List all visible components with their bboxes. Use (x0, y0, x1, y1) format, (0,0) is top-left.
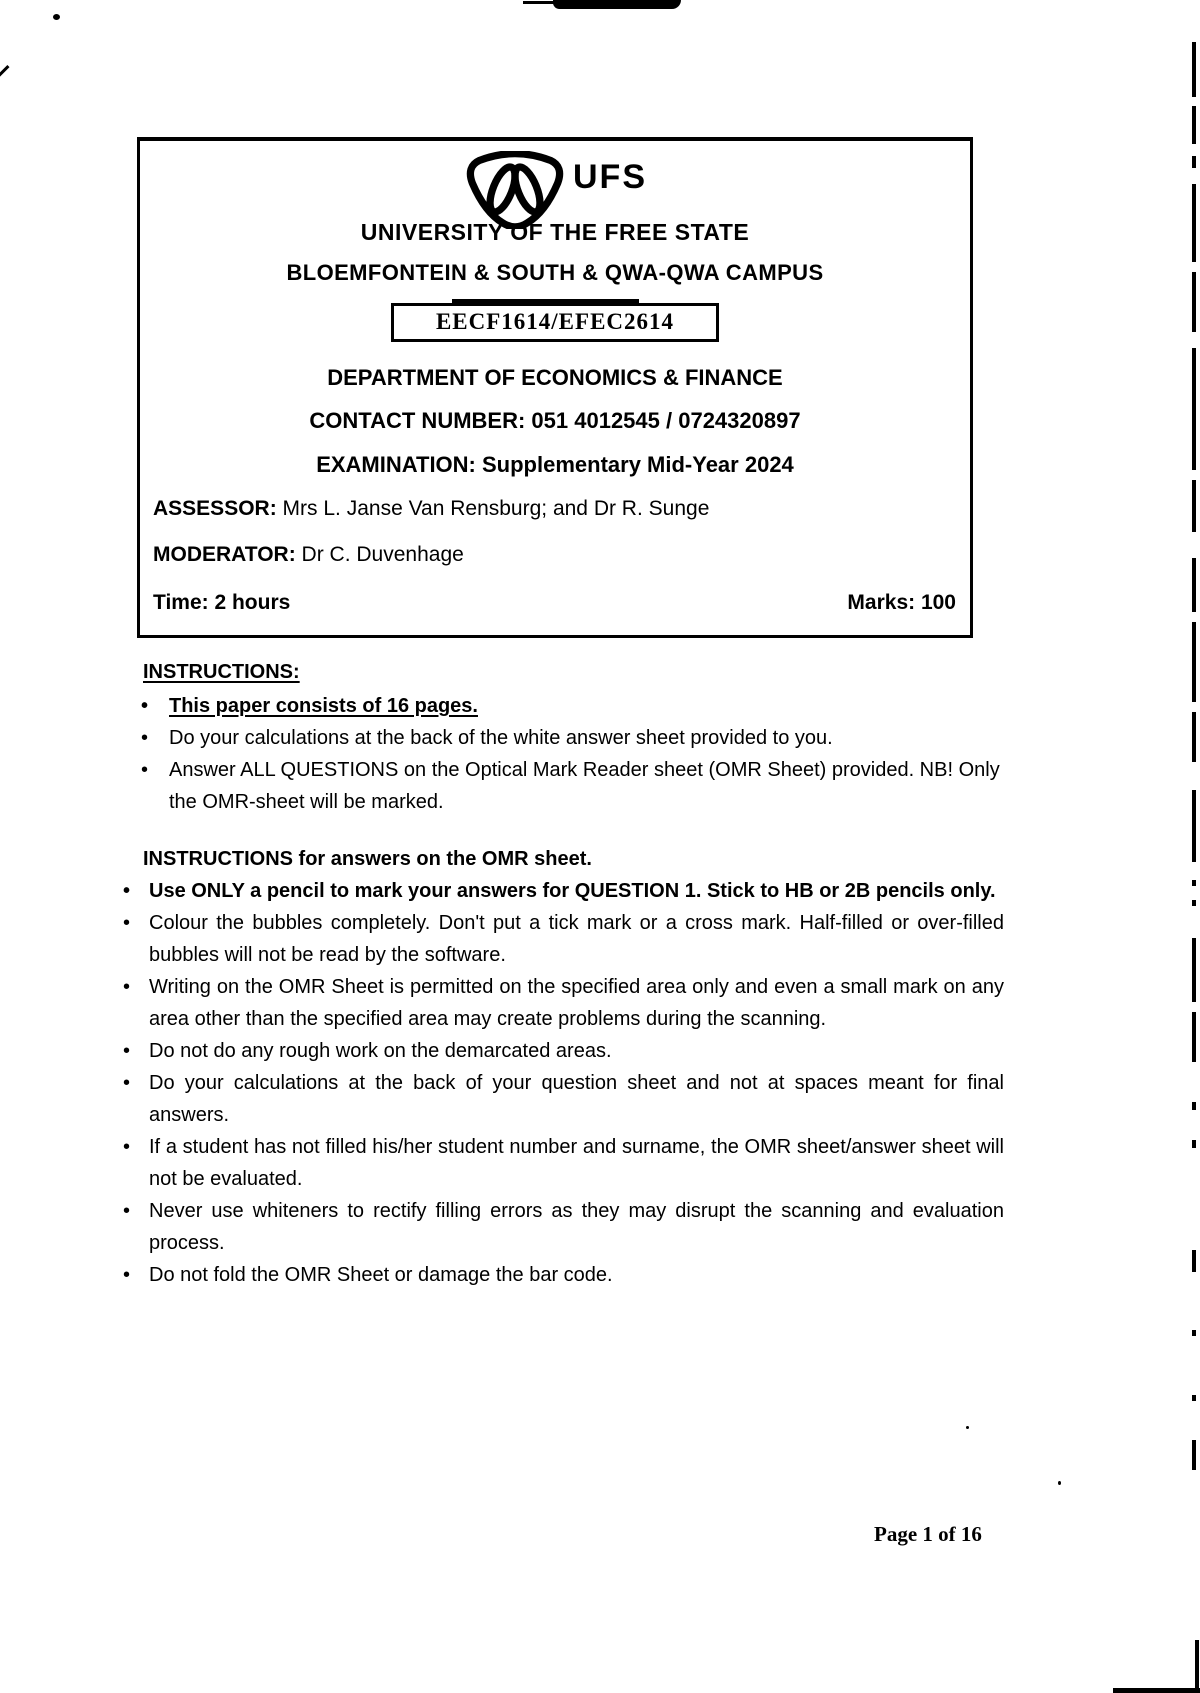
course-code-container (140, 303, 970, 342)
scan-artifact-slash (0, 65, 10, 77)
scan-artifact-dot (1058, 1481, 1061, 1485)
scan-artifact-right-edge (1192, 272, 1196, 332)
scan-artifact-right-edge (1192, 1250, 1196, 1272)
moderator-row (140, 543, 970, 567)
bullet-icon: • (123, 1200, 131, 1222)
ufs-logo-icon (463, 151, 567, 229)
moderator-value: Dr C. Duvenhage (295, 543, 464, 566)
exam-header-box (137, 137, 973, 638)
contact-number: CONTACT NUMBER: 051 4012545 / 0724320897 (309, 408, 801, 433)
scan-artifact-right-edge (1192, 938, 1196, 1002)
list-item: • If a student has not filled his/her student number and surname, the OMR sheet/answer sheet will not be evaluated. (120, 1131, 1004, 1195)
scan-artifact-right-edge (1192, 1440, 1196, 1470)
ufs-logo (140, 151, 970, 229)
scan-artifact-right-edge (1192, 558, 1196, 612)
omr-instructions-heading: INSTRUCTIONS for answers on the OMR sheet. (143, 848, 592, 870)
bullet-icon: • (123, 1264, 131, 1286)
list-item: • Do not do any rough work on the demarcated areas. (120, 1035, 1004, 1067)
scan-artifact-right-edge (1192, 1330, 1196, 1336)
bullet-icon: • (123, 976, 131, 998)
scan-artifact-right-edge (1192, 156, 1196, 168)
scan-artifact-top-smudge-tail (523, 1, 557, 4)
assessor-row (140, 497, 970, 521)
list-item: • Colour the bubbles completely. Don't put a tick mark or a cross mark. Half-filled or over-filled bubbles will not be read by the software. (120, 907, 1004, 971)
list-item: • This paper consists of 16 pages. (120, 690, 1004, 722)
scan-artifact-top-smudge (553, 0, 681, 9)
assessor-label: ASSESSOR: (153, 497, 277, 520)
scan-artifact-right-edge (1192, 1102, 1196, 1110)
scan-artifact-right-edge (1192, 790, 1196, 862)
scan-artifact-bottom-corner (1113, 1688, 1200, 1693)
list-item: • Do not fold the OMR Sheet or damage the bar code. (120, 1259, 1004, 1291)
time-value: Time: 2 hours (153, 591, 291, 614)
scan-artifact-dot (53, 14, 60, 20)
scan-artifact-right-edge (1192, 480, 1196, 532)
scan-artifact-right-edge (1195, 1640, 1199, 1693)
assessor-value: Mrs L. Janse Van Rensburg; and Dr R. Sunge (276, 497, 710, 520)
scan-artifact-right-edge (1192, 880, 1196, 886)
bullet-icon: • (123, 1072, 131, 1094)
instructions-section (120, 656, 1004, 1291)
scan-artifact-right-edge (1192, 1395, 1196, 1401)
scan-artifact-dot (966, 1426, 969, 1429)
marks-value: Marks: 100 (847, 591, 956, 614)
course-code-box: EECF1614/EFEC2614 (391, 303, 719, 342)
bullet-icon: • (141, 727, 149, 749)
instructions-list (120, 690, 1004, 818)
scan-artifact-right-edge (1192, 106, 1196, 144)
bullet-icon: • (141, 759, 149, 781)
list-item: • Do your calculations at the back of the white answer sheet provided to you. (120, 722, 1004, 754)
bullet-icon: • (123, 912, 131, 934)
scan-artifact-right-edge (1192, 622, 1196, 702)
scan-artifact-right-edge (1192, 348, 1196, 470)
list-item: • Writing on the OMR Sheet is permitted on the specified area only and even a small mark on any area other than the specified area may create problems during the scanning. (120, 971, 1004, 1035)
time-marks-row (140, 591, 970, 615)
department-name: DEPARTMENT OF ECONOMICS & FINANCE (327, 365, 783, 390)
bullet-icon: • (123, 1040, 131, 1062)
scan-artifact-right-edge (1192, 42, 1196, 97)
scan-artifact-right-edge (1192, 712, 1196, 762)
scan-artifact-right-edge (1192, 1140, 1196, 1148)
bullet-icon: • (123, 880, 131, 902)
list-item: • Answer ALL QUESTIONS on the Optical Mark Reader sheet (OMR Sheet) provided. NB! Only the OMR-sheet will be marked. (120, 754, 1004, 818)
examination-title: EXAMINATION: Supplementary Mid-Year 2024 (316, 452, 794, 477)
moderator-label: MODERATOR: (153, 543, 296, 566)
bullet-icon: • (123, 1136, 131, 1158)
university-name: UNIVERSITY OF THE FREE STATE (360, 219, 750, 245)
ufs-logo-text: UFS (573, 158, 647, 196)
bullet-icon: • (141, 695, 149, 717)
scan-artifact-right-edge (1192, 1012, 1196, 1062)
list-item: • Do your calculations at the back of your question sheet and not at spaces meant for final answers. (120, 1067, 1004, 1131)
list-item: • Use ONLY a pencil to mark your answers for QUESTION 1. Stick to HB or 2B pencils only. (120, 875, 1004, 907)
instructions-heading: INSTRUCTIONS: (143, 661, 300, 683)
list-item: • Never use whiteners to rectify filling errors as they may disrupt the scanning and evaluation process. (120, 1195, 1004, 1259)
scan-artifact-right-edge (1192, 900, 1196, 906)
campus-name: BLOEMFONTEIN & SOUTH & QWA-QWA CAMPUS (286, 260, 824, 285)
omr-instructions-list (120, 875, 1004, 1291)
scan-artifact-right-edge (1192, 184, 1196, 262)
page-number: Page 1 of 16 (874, 1522, 982, 1546)
